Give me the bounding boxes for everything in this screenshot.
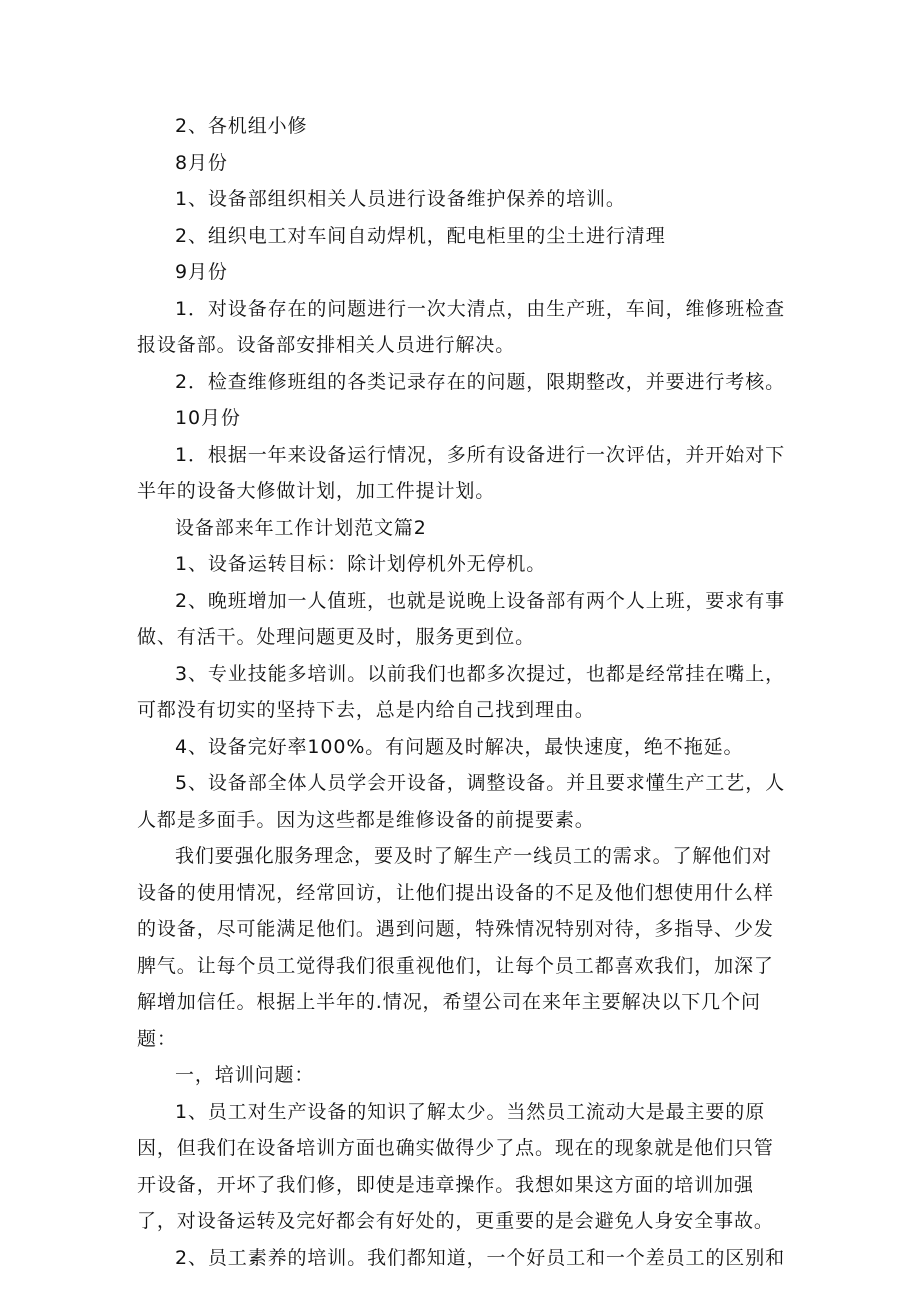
document-body	[137, 108, 787, 1276]
article-heading: 设备部来年工作计划范文篇2	[175, 516, 427, 539]
section-heading-august: 8月份	[175, 151, 228, 174]
paragraph-training-issues-heading: 一，培训问题：	[175, 1064, 315, 1086]
paragraph-equipment-rate: 4、设备完好率100%。有问题及时解决，最快速度，绝不拖延。	[175, 735, 744, 758]
paragraph-item-inventory-check: 1．对设备存在的问题进行一次大清点，由生产班，车间，维修班检查报设备部。设备部安排相关人员进行解决。	[137, 297, 785, 356]
paragraph-goal: 1、设备运转目标：除计划停机外无停机。	[175, 553, 547, 575]
paragraph-knowledge-issue: 1、员工对生产设备的知识了解太少。当然员工流动大是最主要的原因，但我们在设备培训方面也确实做得少了点。现在的现象就是他们只管开设备，开坏了我们修，即使是违章操作。我想如果这方面的培训加强了，对设备运转及完好都会有好处的，更重要的是会避免人身安全事故。	[137, 1100, 774, 1232]
paragraph-item-evaluation: 1．根据一年来设备运行情况，多所有设备进行一次评估，并开始对下半年的设备大修做计划，加工件提计划。	[137, 443, 785, 502]
paragraph-item-training: 1、设备部组织相关人员进行设备维护保养的培训。	[175, 188, 626, 210]
paragraph-night-shift: 2、晚班增加一人值班，也就是说晚上设备部有两个人上班，要求有事做、有活干。处理问题更及时，服务更到位。	[137, 589, 785, 648]
section-heading-september: 9月份	[175, 261, 228, 283]
section-heading-october: 10月份	[175, 407, 241, 429]
paragraph-item-cleaning: 2、组织电工对车间自动焊机，配电柜里的尘土进行清理	[175, 224, 666, 247]
paragraph-staff-skills: 5、设备部全体人员学会开设备，调整设备。并且要求懂生产工艺，人人都是多面手。因为这些都是维修设备的前提要素。	[137, 772, 785, 831]
paragraph-skill-training: 3、专业技能多培训。以前我们也都多次提过，也都是经常挂在嘴上，可都没有切实的坚持下去，总是内给自己找到理由。	[137, 662, 785, 721]
paragraph-item-records-check: 2．检查维修班组的各类记录存在的问题，限期整改，并要进行考核。	[175, 370, 785, 393]
paragraph-quality-training: 2、员工素养的培训。我们都知道，一个好员工和一个差员工的区别和	[175, 1246, 785, 1269]
paragraph-service-concept: 我们要强化服务理念，要及时了解生产一线员工的需求。了解他们对设备的使用情况，经常回访，让他们提出设备的不足及他们想使用什么样的设备，尽可能满足他们。遇到问题，特殊情况特别对待，多指导、少发脾气。让每个员工觉得我们很重视他们，让每个员工都喜欢我们，加深了解增加信任。根据上半年的.情况，希望公司在来年主要解决以下几个问题：	[137, 845, 774, 1050]
paragraph-item-minor-repair: 2、各机组小修	[175, 115, 308, 137]
